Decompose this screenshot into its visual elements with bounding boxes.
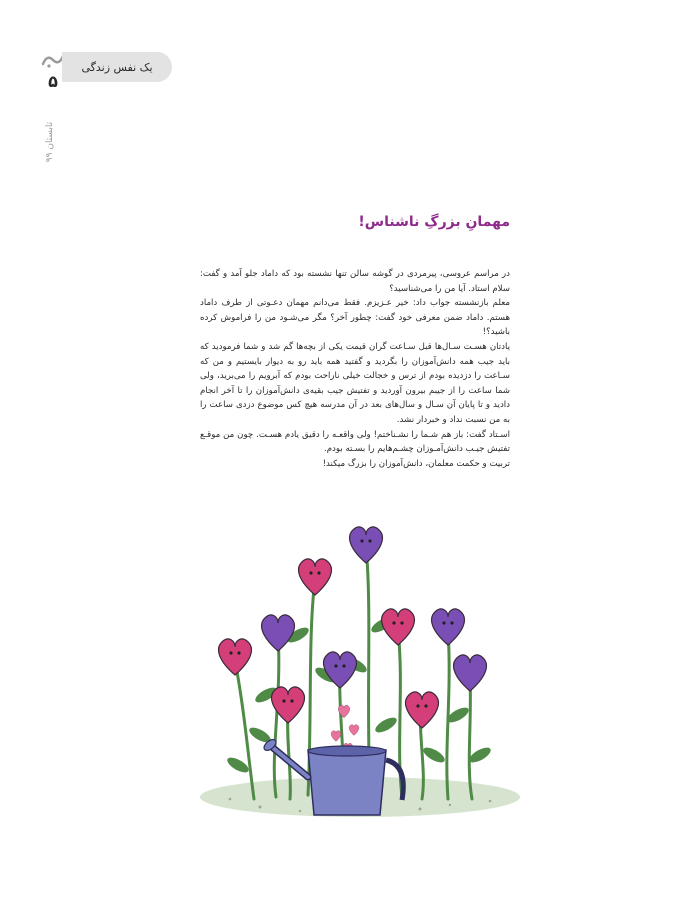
issue-label: تابستان ۹۹ <box>45 121 55 163</box>
paragraph: در مراسم عروسی، پیرمردی در گوشه سالن تنها نشسته بود که داماد جلو آمد و گفت: سلام استاد. آیا من را می‌شناسید؟ <box>200 269 510 294</box>
paragraph: معلم بازنشسته جواب داد: خیر عـزیزم. فقط می‌دانم مهمان دعـوتی از طرف داماد هستم. داماد ضمن معرفی خود گفت: چطور آخر؟ مگر می‌شـود من را فراموش کرده باشید؟! <box>200 298 510 338</box>
paragraph: یادتان هسـت سـال‌ها قبل سـاعت گران قیمت یکی از بچه‌ها گم شد و شما فرمودید که باید جیب همه دانش‌آموزان را بگردید و گفتید همه باید رو به دیوار بایستیم و من که سـاعت را دزدیده بودم از ترس و خجالت خیلی ناراحت بودم که آبرویم را می‌برید، ولی شما ساعت را از جیبم بیرون آوردید و تفتیش جیب بقیه‌ی دانش‌آموزان را تا آخر انجام دادید و تا پایان آن سـال و سال‌های بعد در آن مدرسه هیچ کس موضوع دزدی ساعت را به من نسبت نداد و خبردار نشد. <box>200 341 510 425</box>
page-number: ۵ <box>48 72 58 91</box>
paragraph: اسـتاد گفت: باز هم شـما را نشـناختم! ولی واقعـه را دقیق یادم هسـت. چون من موقـع تفتیش جیـب دانش‌آمـوزان چشـم‌هایم را بسـته بودم. <box>200 429 510 455</box>
article-title: مهمانِ بزرگِ ناشناس! <box>358 214 510 230</box>
flowers-illustration <box>190 515 530 845</box>
paragraph: تربیت و حکمت معلمان، دانش‌آموزان را بزرگ میکند! <box>322 458 510 469</box>
article-body <box>200 267 510 471</box>
section-label: یک نفس زندگی <box>81 60 153 74</box>
section-tab <box>62 52 172 82</box>
